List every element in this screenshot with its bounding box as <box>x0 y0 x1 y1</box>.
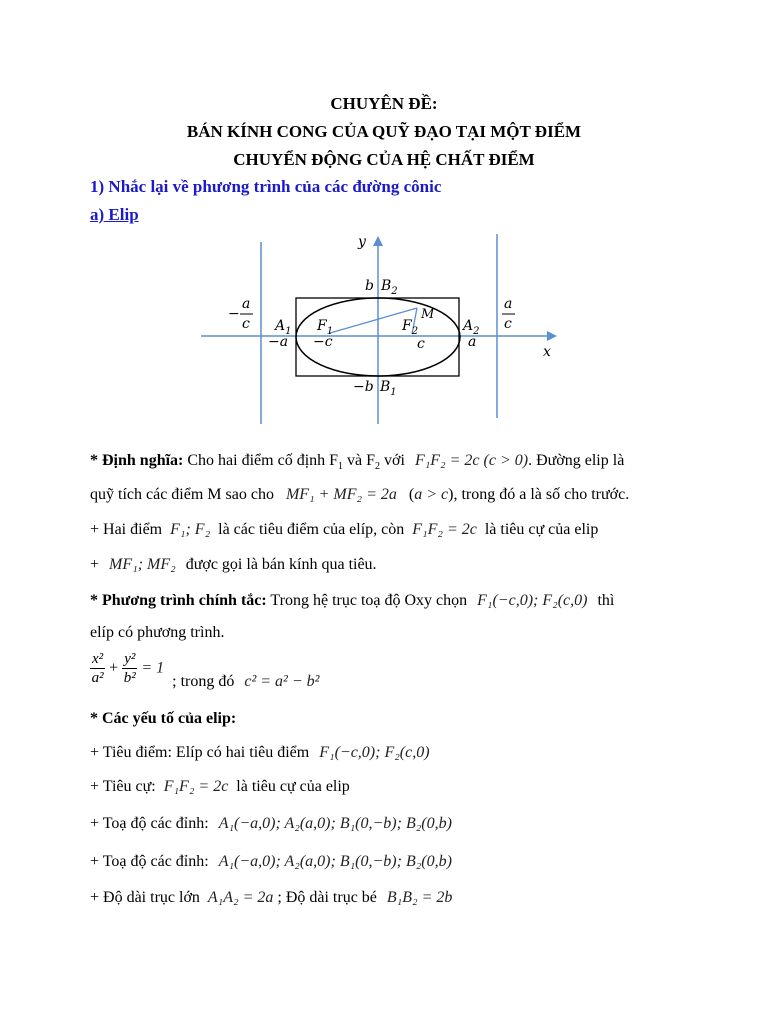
canonical-line-1: * Phương trình chính tắc: Trong hệ trục toạ độ Oxy chọn F₁(−c,0); F₂(c,0) thì <box>90 592 615 609</box>
svg-text:−: − <box>228 306 240 322</box>
svg-text:a: a <box>242 296 251 312</box>
svg-text:c: c <box>417 336 425 352</box>
svg-text:F2: $F_2$ <box>402 318 419 337</box>
section-heading: 1) Nhắc lại về phương trình của các đường cônic <box>90 177 442 196</box>
doc-subtitle-2: CHUYỂN ĐỘNG CỦA HỆ CHẤT ĐIỂM <box>233 150 535 169</box>
svg-text:A1: $A_1$ <box>275 318 292 337</box>
definition-line-2: quỹ tích các điểm M sao cho MF₁ + MF₂ = 2a (a > c), trong đó a là số cho trước. <box>90 486 630 503</box>
svg-text:B2: $B_2$ <box>381 278 398 297</box>
element-vertices-2: + Toạ độ các đỉnh: A₁(−a,0); A₂(a,0); B₁(0,−b); B₂(0,b) <box>90 853 452 870</box>
svg-text:a: a <box>468 334 477 350</box>
svg-text:M: M <box>421 307 435 322</box>
x-label: x <box>543 344 551 360</box>
elements-heading: * Các yếu tố của elip: <box>90 710 237 727</box>
element-axes: + Độ dài trục lớn A₁A₂ = 2a ; Độ dài trục bé B₁B₂ = 2b <box>90 889 453 906</box>
svg-text:c: c <box>504 316 512 332</box>
ellipse-diagram <box>195 228 565 428</box>
canonical-line-2: elíp có phương trình. <box>90 624 225 641</box>
svg-text:−c: −c <box>313 334 333 350</box>
foci-line: + Hai điểm F₁; F₂ là các tiêu điểm của elíp, còn F₁F₂ = 2c là tiêu cự của elip <box>90 521 599 538</box>
element-foci: + Tiêu điểm: Elíp có hai tiêu điểm F₁(−c,0); F₂(c,0) <box>90 744 430 761</box>
svg-text:−b: −b <box>353 379 374 395</box>
svg-text:−a: −a <box>268 334 289 350</box>
canonical-equation: $\frac{\text{x²}}{\text{a²}}$ + $\frac{\text{y²}}{\text{b²}}$ = 1 ; trong đó c² = a² − b² <box>91 651 320 691</box>
element-focal-distance: + Tiêu cự: F₁F₂ = 2c là tiêu cự của elip <box>90 778 350 795</box>
radius-line: + MF₁; MF₂ được gọi là bán kính qua tiêu. <box>90 556 377 573</box>
y-label: y <box>358 234 366 250</box>
element-vertices-1: + Toạ độ các đỉnh: A₁(−a,0); A₂(a,0); B₁(0,−b); B₂(0,b) <box>90 815 452 832</box>
svg-text:F1: $F_1$ <box>317 318 334 337</box>
svg-text:B1: $B_1$ <box>380 379 397 398</box>
definition-line-1: * Định nghĩa: Cho hai điểm cố định $F_1$ và $F_2$ với F₁F₂ = 2c (c > 0). Đường elip là <box>90 452 625 473</box>
subsection-heading: a) Elip <box>90 205 139 224</box>
svg-text:b: b <box>365 278 374 294</box>
svg-text:a: a <box>504 296 513 312</box>
svg-text:c: c <box>242 316 250 332</box>
svg-text:A2: $A_2$ <box>463 318 480 337</box>
doc-subtitle-1: BÁN KÍNH CONG CỦA QUỸ ĐẠO TẠI MỘT ĐIỂM <box>186 122 582 141</box>
doc-title: CHUYÊN ĐỀ: <box>330 94 438 113</box>
